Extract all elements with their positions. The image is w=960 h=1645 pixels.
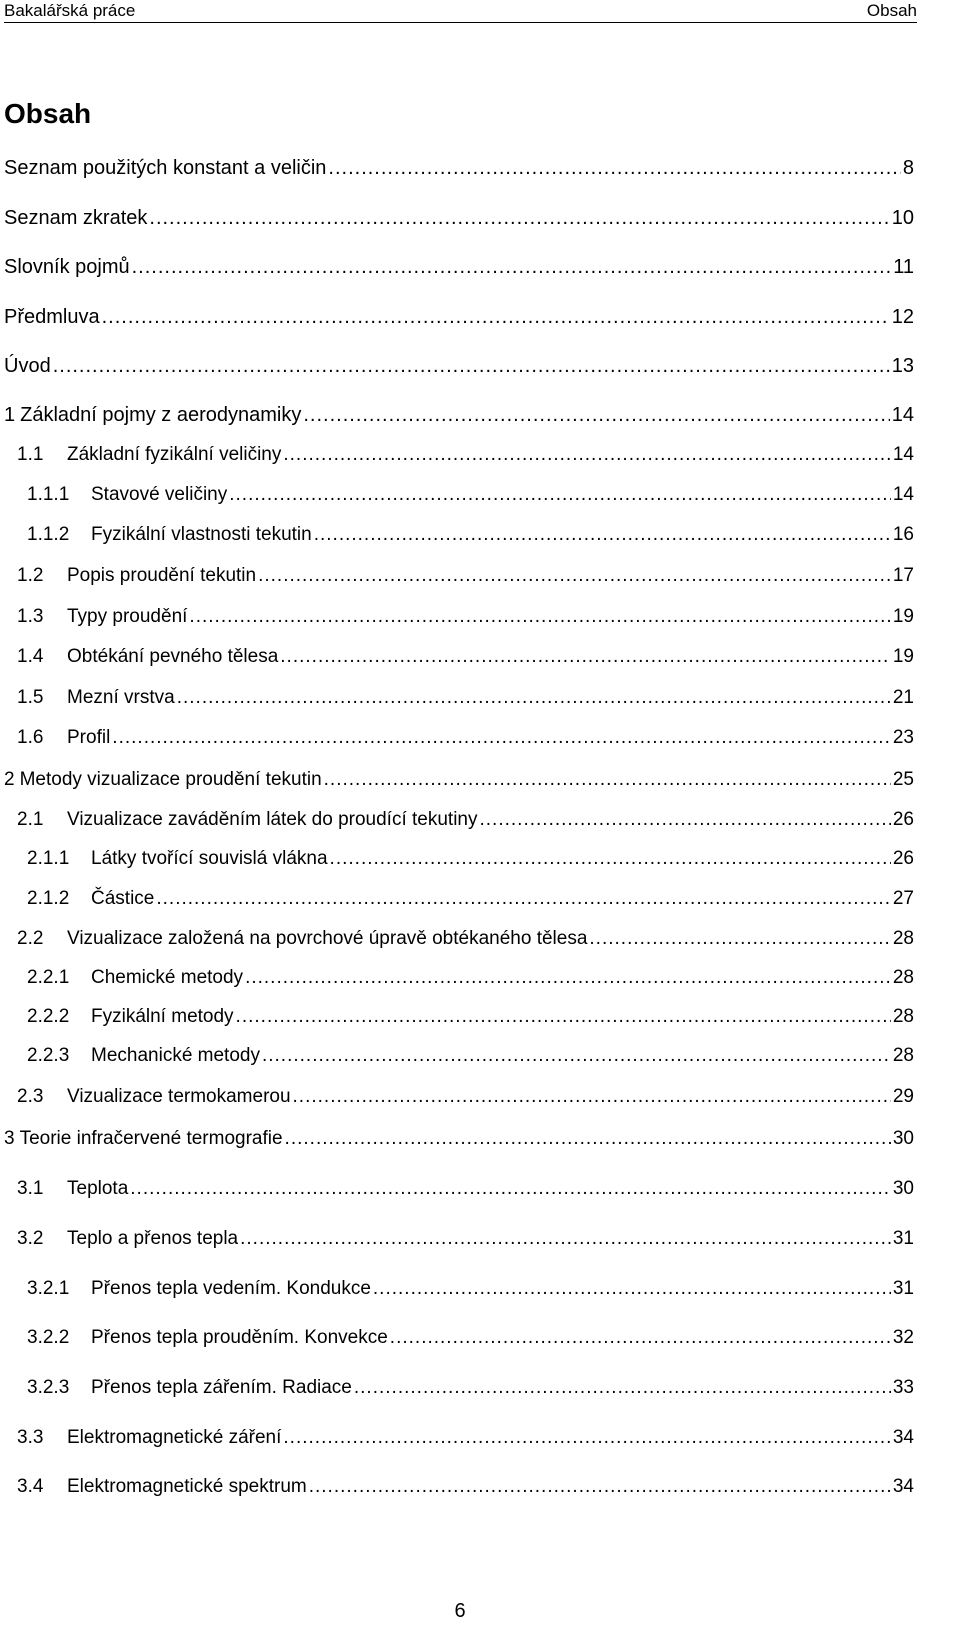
toc-entry[interactable] xyxy=(17,1476,914,1506)
toc-entry[interactable] xyxy=(4,157,914,187)
toc-entry-label: Úvod xyxy=(4,355,51,377)
toc-entry[interactable] xyxy=(17,646,914,676)
toc-entry-label: Vizualizace zaváděním látek do proudící tekutiny xyxy=(67,809,478,830)
toc-entry-number: 1.5 xyxy=(17,687,44,708)
toc-entry[interactable] xyxy=(27,888,914,918)
header-document-type: Bakalářská práce xyxy=(4,1,136,20)
toc-dot-leader xyxy=(283,444,890,466)
toc-entry-number: 1.1.1 xyxy=(27,484,70,505)
toc-dot-leader xyxy=(314,524,891,546)
toc-entry[interactable] xyxy=(4,306,914,336)
toc-entry-page: 28 xyxy=(892,928,914,949)
toc-entry-page: 28 xyxy=(892,1045,914,1066)
toc-entry-page: 16 xyxy=(892,524,914,545)
toc-entry[interactable] xyxy=(17,727,914,757)
toc-entry-label: Přenos tepla prouděním. Konvekce xyxy=(91,1327,388,1348)
toc-title: Obsah xyxy=(4,98,92,129)
toc-entry-page: 29 xyxy=(892,1086,914,1107)
toc-entry-label: Chemické metody xyxy=(91,967,244,988)
toc-dot-leader xyxy=(240,1228,891,1250)
toc-entry-page: 32 xyxy=(892,1327,914,1348)
toc-entry-page: 34 xyxy=(892,1427,914,1448)
toc-dot-leader xyxy=(373,1278,891,1300)
toc-entry-label: Elektromagnetické spektrum xyxy=(67,1476,307,1497)
toc-entry-page: 30 xyxy=(892,1178,914,1199)
toc-entry-label: Teorie infračervené termografie xyxy=(19,1128,283,1149)
toc-entry[interactable] xyxy=(27,524,914,554)
toc-entry-number: 2.3 xyxy=(17,1086,44,1107)
toc-entry-number: 3.2.1 xyxy=(27,1278,70,1299)
toc-entry-number: 1.2 xyxy=(17,565,44,586)
toc-entry[interactable] xyxy=(17,1086,914,1116)
toc-dot-leader xyxy=(102,306,890,329)
toc-entry[interactable] xyxy=(17,606,914,636)
toc-entry-page: 14 xyxy=(892,484,914,505)
toc-entry-label: Elektromagnetické záření xyxy=(67,1427,282,1448)
toc-entry[interactable] xyxy=(4,256,914,286)
toc-entry[interactable] xyxy=(17,809,914,839)
toc-entry[interactable] xyxy=(27,967,914,997)
toc-entry-number: 1.3 xyxy=(17,606,44,627)
toc-dot-leader xyxy=(293,1086,891,1108)
toc-dot-leader xyxy=(130,1178,891,1200)
toc-entry-page: 25 xyxy=(892,769,914,790)
toc-entry-label: Stavové veličiny xyxy=(91,484,228,505)
toc-entry-label: Seznam zkratek xyxy=(4,207,148,229)
toc-entry-page: 17 xyxy=(892,565,914,586)
toc-entry-label: Předmluva xyxy=(4,306,100,328)
toc-dot-leader xyxy=(262,1045,891,1067)
toc-entry[interactable] xyxy=(4,769,914,799)
toc-entry-number: 1.4 xyxy=(17,646,44,667)
toc-entry-number: 3.1 xyxy=(17,1178,44,1199)
toc-entry[interactable] xyxy=(27,1278,914,1308)
toc-dot-leader xyxy=(285,1128,891,1150)
toc-entry-label: Vizualizace založená na povrchové úpravě obtékaného tělesa xyxy=(67,928,588,949)
toc-entry-label: Popis proudění tekutin xyxy=(67,565,257,586)
toc-entry-label: Částice xyxy=(91,888,155,909)
toc-dot-leader xyxy=(258,565,891,587)
toc-entry-number: 2.2.1 xyxy=(27,967,70,988)
toc-entry-number: 3.3 xyxy=(17,1427,44,1448)
toc-dot-leader xyxy=(480,809,891,831)
toc-dot-leader xyxy=(354,1377,891,1399)
toc-entry-page: 19 xyxy=(892,646,914,667)
toc-entry-page: 13 xyxy=(891,355,914,377)
toc-entry-page: 21 xyxy=(892,687,914,708)
toc-entry-number: 1.1 xyxy=(17,444,44,465)
toc-entry-page: 31 xyxy=(892,1278,914,1299)
toc-dot-leader xyxy=(229,484,891,506)
toc-entry-page: 8 xyxy=(902,157,914,179)
toc-entry[interactable] xyxy=(4,1128,914,1158)
toc-dot-leader xyxy=(112,727,891,749)
toc-entry-label: Profil xyxy=(67,727,111,748)
toc-dot-leader xyxy=(177,687,891,709)
running-header xyxy=(4,0,917,23)
toc-entry[interactable] xyxy=(17,1427,914,1457)
toc-entry-page: 14 xyxy=(891,404,914,426)
toc-entry-page: 11 xyxy=(893,256,914,278)
toc-dot-leader xyxy=(324,769,891,791)
toc-entry-page: 26 xyxy=(892,848,914,869)
toc-entry-page: 33 xyxy=(892,1377,914,1398)
toc-dot-leader xyxy=(303,404,889,427)
toc-dot-leader xyxy=(132,256,892,279)
toc-dot-leader xyxy=(283,1427,890,1449)
toc-entry-page: 27 xyxy=(892,888,914,909)
toc-dot-leader xyxy=(330,848,891,870)
header-section: Obsah xyxy=(866,1,917,20)
toc-dot-leader xyxy=(156,888,891,910)
toc-entry-number: 1.6 xyxy=(17,727,44,748)
toc-entry[interactable] xyxy=(27,1006,914,1036)
toc-dot-leader xyxy=(149,207,889,230)
toc-dot-leader xyxy=(280,646,891,668)
toc-entry-page: 10 xyxy=(891,207,914,229)
toc-entry-label: Teplo a přenos tepla xyxy=(67,1228,239,1249)
toc-entry-label: Vizualizace termokamerou xyxy=(67,1086,291,1107)
toc-entry-number: 2.1 xyxy=(17,809,44,830)
page-number: 6 xyxy=(454,1600,466,1622)
toc-entry-label: Přenos tepla vedením. Kondukce xyxy=(91,1278,371,1299)
toc-entry-number: 2.1.1 xyxy=(27,848,70,869)
toc-entry[interactable] xyxy=(27,848,914,878)
toc-dot-leader xyxy=(328,157,900,180)
toc-entry[interactable] xyxy=(27,1377,914,1407)
toc-dot-leader xyxy=(589,928,890,950)
toc-entry[interactable] xyxy=(27,1327,914,1357)
toc-entry-number: 3.2.2 xyxy=(27,1327,70,1348)
toc-entry-page: 14 xyxy=(892,444,914,465)
toc-entry-page: 23 xyxy=(892,727,914,748)
toc-entry-number: 1 xyxy=(4,404,16,426)
toc-entry-number: 2.1.2 xyxy=(27,888,70,909)
toc-entry[interactable] xyxy=(17,1178,914,1208)
toc-entry-page: 28 xyxy=(892,967,914,988)
toc-entry-label: Seznam použitých konstant a veličin xyxy=(4,157,327,179)
toc-entry-page: 34 xyxy=(892,1476,914,1497)
toc-entry-page: 31 xyxy=(892,1228,914,1249)
toc-entry-number: 3.2.3 xyxy=(27,1377,70,1398)
toc-entry-number: 2.2.2 xyxy=(27,1006,70,1027)
toc-entry-page: 28 xyxy=(892,1006,914,1027)
toc-entry-number: 2.2 xyxy=(17,928,44,949)
toc-entry[interactable] xyxy=(17,687,914,717)
toc-entry[interactable] xyxy=(17,444,914,474)
toc-dot-leader xyxy=(189,606,890,628)
toc-dot-leader xyxy=(390,1327,891,1349)
toc-dot-leader xyxy=(309,1476,891,1498)
toc-entry[interactable] xyxy=(4,207,914,237)
toc-entry-label: Mechanické metody xyxy=(91,1045,260,1066)
toc-entry-page: 19 xyxy=(892,606,914,627)
toc-entry-label: Přenos tepla zářením. Radiace xyxy=(91,1377,352,1398)
toc-entry-number: 3.4 xyxy=(17,1476,44,1497)
toc-entry-number: 3.2 xyxy=(17,1228,44,1249)
toc-entry-page: 30 xyxy=(892,1128,914,1149)
toc-entry[interactable] xyxy=(4,355,914,385)
toc-dot-leader xyxy=(236,1006,891,1028)
toc-entry-label: Fyzikální metody xyxy=(91,1006,234,1027)
toc-entry[interactable] xyxy=(17,565,914,595)
toc-entry[interactable] xyxy=(27,1045,914,1075)
toc-entry-label: Metody vizualizace proudění tekutin xyxy=(19,769,322,790)
toc-dot-leader xyxy=(53,355,890,378)
toc-entry-label: Základní fyzikální veličiny xyxy=(67,444,282,465)
toc-entry-label: Obtékání pevného tělesa xyxy=(67,646,279,667)
toc-entry-number: 2 xyxy=(4,769,15,790)
toc-entry[interactable] xyxy=(27,484,914,514)
toc-entry-number: 3 xyxy=(4,1128,15,1149)
toc-entry-number: 2.2.3 xyxy=(27,1045,70,1066)
toc-entry-label: Fyzikální vlastnosti tekutin xyxy=(91,524,312,545)
toc-entry-label: Slovník pojmů xyxy=(4,256,130,278)
toc-entry-label: Teplota xyxy=(67,1178,129,1199)
toc-entry-page: 26 xyxy=(892,809,914,830)
toc-entry-number: 1.1.2 xyxy=(27,524,70,545)
toc-entry-label: Typy proudění xyxy=(67,606,188,627)
toc-entry-label: Látky tvořící souvislá vlákna xyxy=(91,848,328,869)
toc-dot-leader xyxy=(245,967,891,989)
toc-entry[interactable] xyxy=(4,404,914,434)
toc-entry[interactable] xyxy=(17,928,914,958)
toc-entry[interactable] xyxy=(17,1228,914,1258)
toc-entry-page: 12 xyxy=(891,306,914,328)
toc-entry-label: Základní pojmy z aerodynamiky xyxy=(20,404,302,426)
toc-entry-label: Mezní vrstva xyxy=(67,687,175,708)
